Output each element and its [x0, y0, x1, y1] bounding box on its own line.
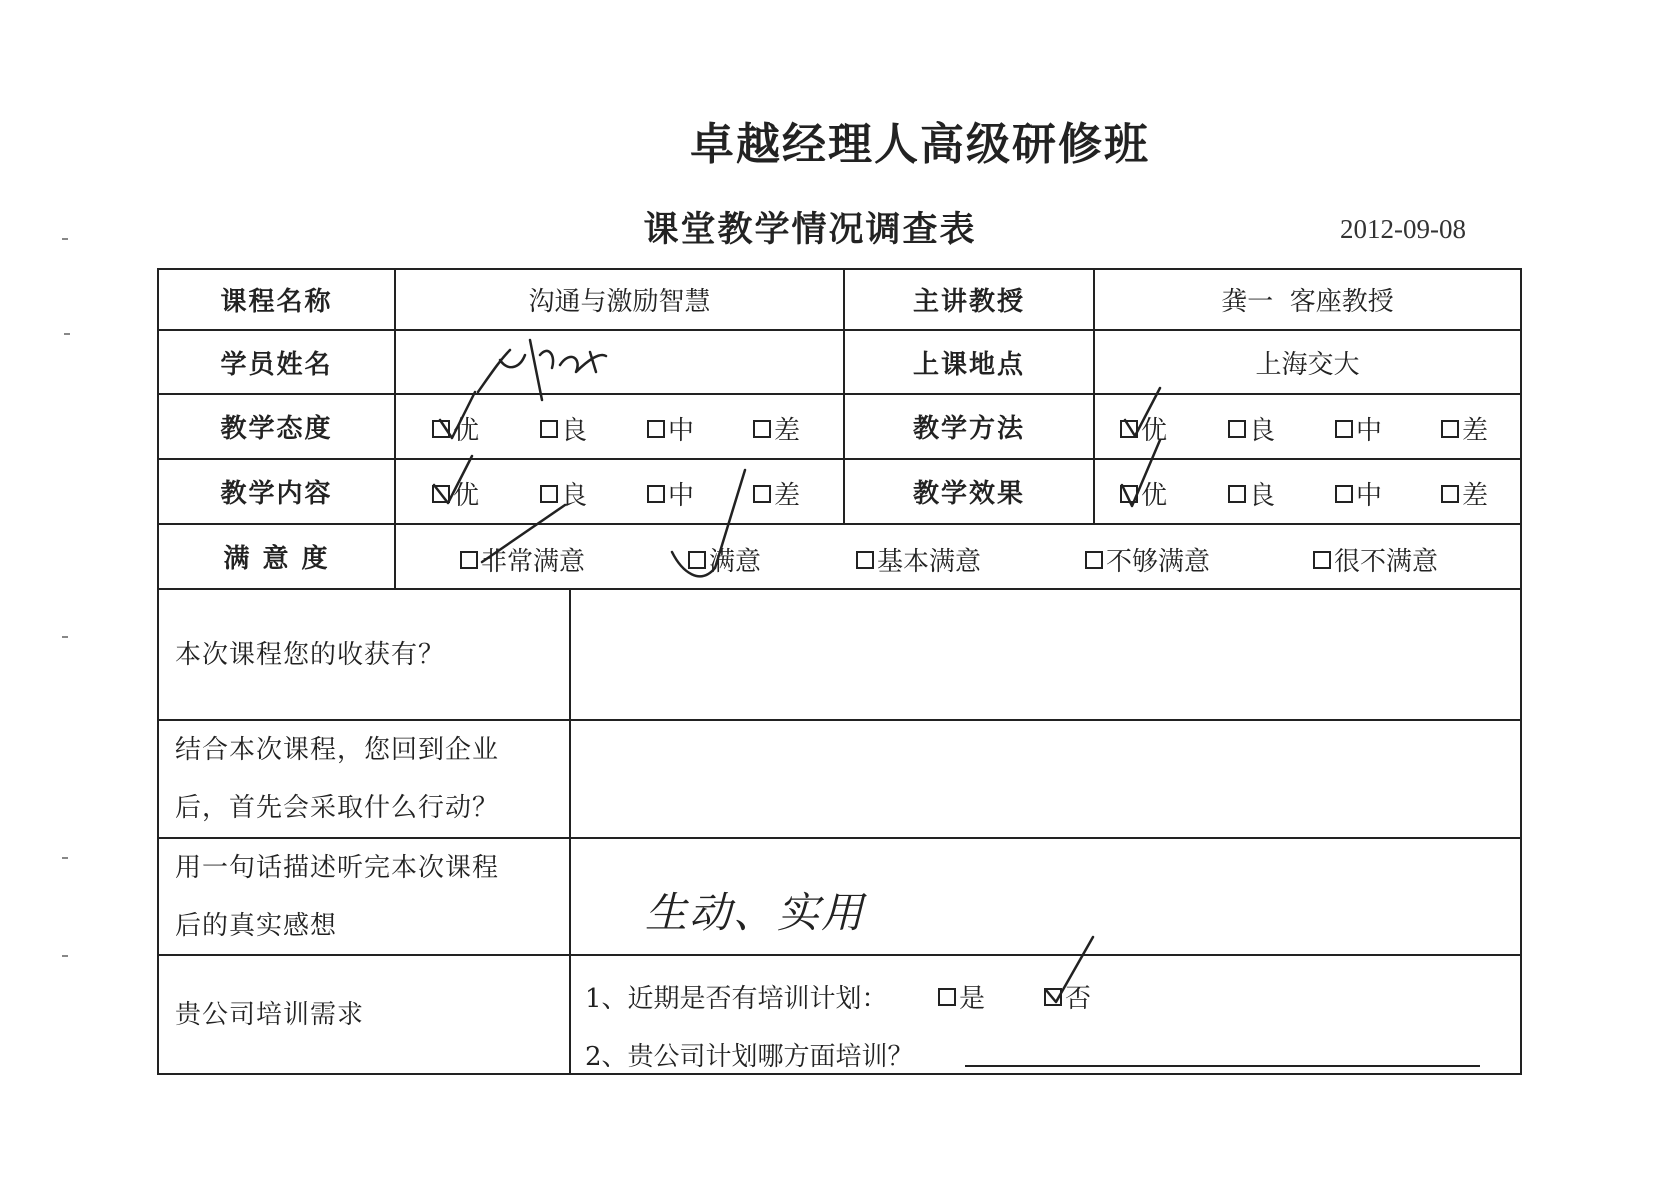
- location-label: 上课地点: [912, 349, 1025, 380]
- training-plan-option-yes[interactable]: 是: [938, 978, 985, 1015]
- attitude-option-poor[interactable]: 差: [753, 410, 800, 447]
- check-method-excellent: [1125, 388, 1160, 436]
- form-subtitle: 课堂教学情况调查表: [643, 210, 977, 250]
- professor-label: 主讲教授: [912, 287, 1025, 317]
- effect-option-good[interactable]: 良: [1228, 475, 1275, 512]
- training-plan-option-no[interactable]: 否: [1044, 978, 1091, 1015]
- course-name-value: 沟通与激励智慧: [528, 287, 711, 317]
- check-very-satisfied-stroke: [482, 505, 565, 562]
- question-feelings-line1: 用一句话描述听完本次课程: [175, 852, 500, 883]
- effect-option-poor[interactable]: 差: [1441, 475, 1488, 512]
- student-signature-scribble: [478, 340, 606, 400]
- satisfaction-option-basically-satisfied[interactable]: 基本满意: [856, 541, 981, 578]
- answer-feelings-handwriting[interactable]: 生动、实用: [645, 888, 866, 937]
- teaching-attitude-label: 教学态度: [220, 414, 333, 444]
- satisfaction-option-not-satisfied-enough[interactable]: 不够满意: [1085, 541, 1210, 578]
- training-plan-question: 1、近期是否有培训计划：: [585, 984, 888, 1014]
- attitude-option-good[interactable]: 良: [540, 410, 587, 447]
- course-name-label: 课程名称: [220, 287, 333, 317]
- check-training-no: [1046, 937, 1093, 1002]
- question-feelings-line2: 后的真实感想: [175, 910, 338, 941]
- question-actions-line2: 后，首先会采取什么行动？: [175, 793, 500, 823]
- method-option-fair[interactable]: 中: [1335, 410, 1382, 447]
- satisfaction-option-very-dissatisfied[interactable]: 很不满意: [1313, 541, 1438, 578]
- check-effect-excellent: [1122, 440, 1160, 506]
- form-title: 卓越经理人高级研修班: [690, 119, 1150, 170]
- teaching-effect-label: 教学效果: [912, 479, 1025, 509]
- method-option-poor[interactable]: 差: [1441, 410, 1488, 447]
- professor-value: 龚一 客座教授: [1221, 287, 1394, 317]
- form-date: 2012-09-08: [1340, 214, 1466, 244]
- training-needs-label: 贵公司培训需求: [175, 999, 365, 1030]
- content-option-poor[interactable]: 差: [753, 475, 800, 512]
- question-gains: 本次课程您的收获有？: [175, 639, 446, 670]
- effect-option-fair[interactable]: 中: [1335, 475, 1382, 512]
- method-option-good[interactable]: 良: [1228, 410, 1275, 447]
- question-actions-line1: 结合本次课程，您回到企业: [175, 735, 500, 765]
- method-option-excellent[interactable]: 优: [1120, 410, 1167, 447]
- content-option-excellent[interactable]: 优: [432, 475, 479, 512]
- attitude-option-fair[interactable]: 中: [647, 410, 694, 447]
- attitude-option-excellent[interactable]: 优: [432, 410, 479, 447]
- teaching-method-label: 教学方法: [912, 414, 1025, 444]
- check-attitude-excellent: [440, 392, 475, 438]
- content-option-good[interactable]: 良: [540, 475, 587, 512]
- check-content-excellent: [434, 456, 472, 503]
- satisfaction-option-very-satisfied[interactable]: 非常满意: [460, 541, 585, 578]
- satisfaction-option-satisfied[interactable]: 满意: [688, 541, 761, 578]
- student-name-label: 学员姓名: [220, 349, 333, 380]
- location-value: 上海交大: [1255, 349, 1360, 380]
- training-area-question: 2、贵公司计划哪方面培训？: [585, 1042, 914, 1072]
- teaching-content-label: 教学内容: [220, 479, 333, 509]
- check-satisfaction-satisfied: [672, 470, 745, 576]
- satisfaction-label: 满 意 度: [223, 544, 330, 574]
- content-option-fair[interactable]: 中: [647, 475, 694, 512]
- effect-option-excellent[interactable]: 优: [1120, 475, 1167, 512]
